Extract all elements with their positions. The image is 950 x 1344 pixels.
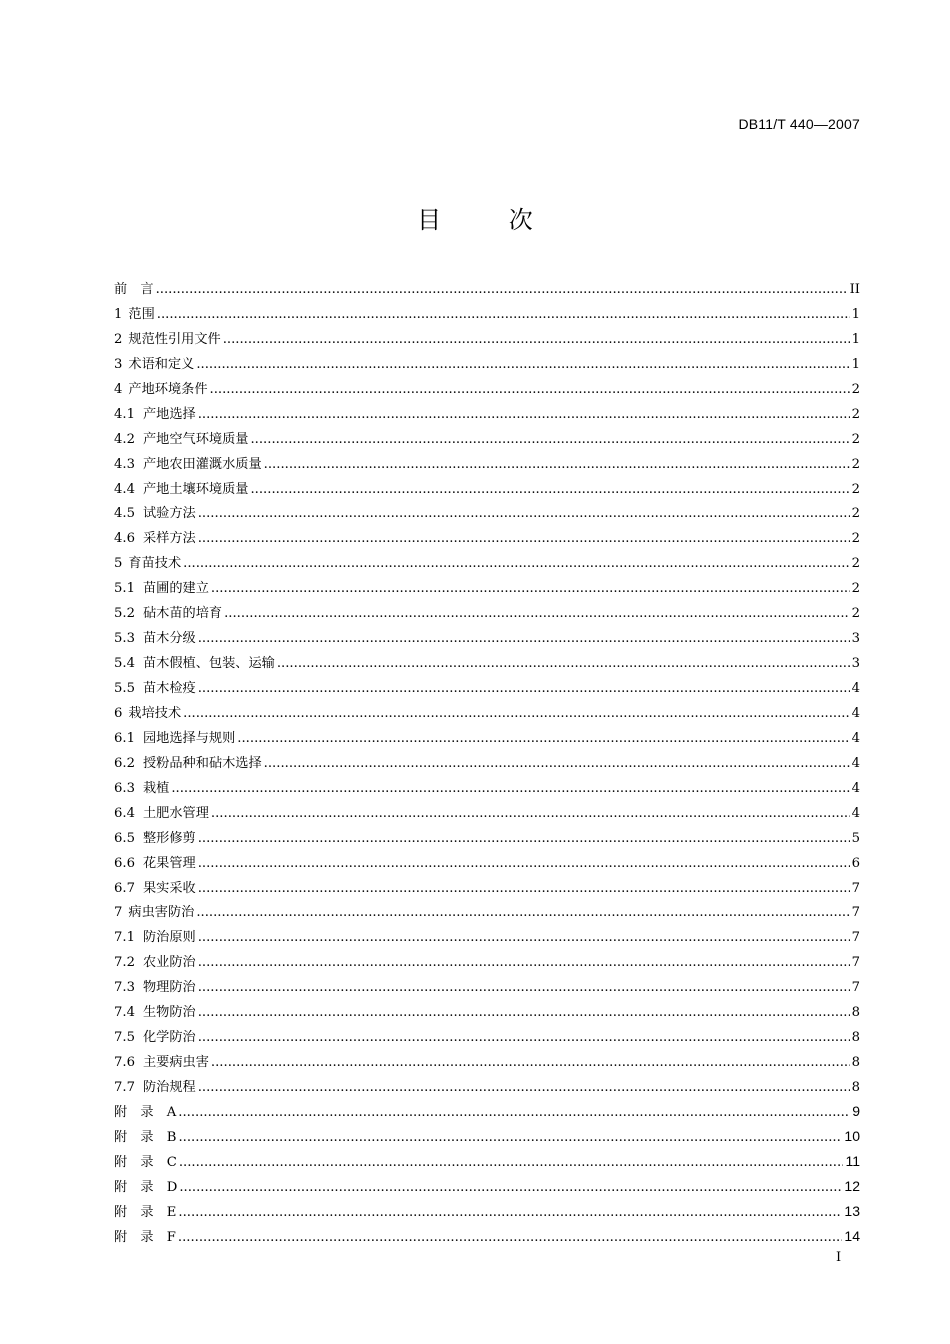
toc-entry-page: 2 (851, 406, 860, 422)
toc-entry-page: 3 (851, 631, 860, 647)
toc-entry-page: 7 (851, 880, 860, 896)
toc-entry-number: 6.2 (114, 755, 135, 771)
toc-entry-page: 8 (851, 1080, 860, 1095)
toc-dot-leader (179, 1155, 844, 1170)
toc-entry-page: 8 (851, 1055, 860, 1071)
toc-entry[interactable] (114, 1101, 860, 1126)
toc-entry-label (114, 1176, 179, 1195)
toc-entry-title: 苗木分级 (142, 631, 196, 647)
toc-entry-label (114, 1001, 198, 1020)
toc-entry-page: 4 (851, 780, 860, 796)
toc-dot-leader (178, 1130, 842, 1145)
toc-entry[interactable] (114, 1076, 860, 1101)
toc-entry[interactable] (114, 1026, 860, 1051)
toc-entry-page: 14 (844, 1227, 860, 1244)
toc-dot-leader (211, 1055, 850, 1070)
toc-entry[interactable] (114, 627, 860, 652)
toc-entry-number: 7.4 (114, 1005, 135, 1021)
toc-entry-title: 产地空气环境质量 (142, 431, 249, 447)
toc-entry-page: 1 (851, 356, 860, 372)
toc-entry[interactable] (114, 926, 860, 951)
toc-entry-number: 4 (114, 381, 123, 397)
toc-entry[interactable] (114, 901, 860, 926)
toc-entry-title: 规范性引用文件 (128, 331, 221, 347)
toc-entry[interactable] (114, 727, 860, 752)
toc-entry-page: 6 (851, 855, 860, 871)
toc-entry-label (114, 627, 198, 646)
toc-entry[interactable] (114, 827, 860, 852)
toc-entry-label (114, 702, 183, 721)
toc-entry[interactable] (114, 852, 860, 877)
toc-entry[interactable] (114, 1226, 860, 1251)
toc-dot-leader (178, 1230, 843, 1245)
toc-entry-label (114, 777, 171, 796)
toc-entry-label (114, 1126, 178, 1145)
toc-dot-leader (198, 955, 850, 970)
toc-entry-number: 7 (114, 905, 123, 921)
toc-dot-leader (237, 731, 849, 746)
toc-entry-number: 5.3 (114, 631, 135, 647)
toc-entry-page: II (849, 282, 860, 297)
table-of-contents (114, 278, 860, 1251)
toc-entry-title: 附 录 A (114, 1104, 177, 1120)
toc-entry-page: 7 (851, 930, 860, 946)
toc-entry[interactable] (114, 1051, 860, 1076)
toc-entry[interactable] (114, 453, 860, 478)
toc-entry-label (114, 827, 198, 846)
toc-entry-page: 9 (852, 1102, 860, 1119)
toc-dot-leader (224, 606, 850, 621)
toc-dot-leader (198, 1080, 850, 1095)
toc-entry[interactable] (114, 303, 860, 328)
toc-entry[interactable] (114, 752, 860, 777)
toc-entry-page: 4 (851, 730, 860, 746)
toc-entry-label (114, 527, 198, 546)
page-title: 目 次 (417, 206, 563, 234)
toc-entry-page: 7 (851, 955, 860, 971)
toc-entry-label (114, 303, 157, 322)
toc-entry-page: 4 (851, 755, 860, 771)
toc-dot-leader (198, 1005, 850, 1020)
toc-dot-leader (183, 556, 849, 571)
toc-entry[interactable] (114, 527, 860, 552)
toc-entry-title: 苗木假植、包装、运输 (142, 656, 275, 672)
toc-entry-title: 栽植 (142, 780, 170, 796)
toc-entry-label (114, 428, 250, 447)
toc-dot-leader (178, 1105, 850, 1120)
toc-entry-label (114, 677, 198, 696)
toc-entry[interactable] (114, 1201, 860, 1226)
toc-entry[interactable] (114, 328, 860, 353)
toc-dot-leader (250, 482, 849, 497)
toc-entry-label (114, 278, 156, 297)
toc-entry-label (114, 1051, 211, 1070)
toc-entry-title: 附 录 E (114, 1204, 177, 1220)
toc-entry-title: 育苗技术 (128, 556, 182, 572)
toc-entry-number: 4.4 (114, 481, 135, 497)
toc-entry-title: 试验方法 (142, 506, 196, 522)
toc-dot-leader (198, 930, 850, 945)
toc-entry-number: 5.5 (114, 681, 135, 696)
toc-dot-leader (198, 681, 850, 696)
toc-entry[interactable] (114, 777, 860, 802)
toc-dot-leader (198, 881, 850, 896)
toc-entry-label (114, 852, 198, 871)
toc-entry-number: 4.6 (114, 531, 135, 547)
toc-dot-leader (196, 905, 849, 920)
toc-entry[interactable] (114, 502, 860, 527)
toc-entry-page: 2 (851, 481, 860, 497)
toc-entry-page: 2 (851, 431, 860, 447)
toc-entry-label (114, 577, 211, 596)
toc-entry-label (114, 602, 224, 621)
toc-entry-page: 4 (851, 705, 860, 721)
toc-entry[interactable] (114, 1176, 860, 1201)
toc-entry[interactable] (114, 677, 860, 702)
toc-entry-label (114, 502, 198, 521)
toc-entry-title: 土肥水管理 (142, 805, 209, 821)
toc-entry-number: 7.5 (114, 1030, 135, 1046)
toc-entry-title: 主要病虫害 (142, 1055, 209, 1071)
toc-entry[interactable] (114, 877, 860, 902)
toc-entry-number: 6.1 (114, 730, 135, 746)
toc-entry-page: 7 (851, 905, 860, 921)
toc-entry-title: 采样方法 (142, 531, 196, 547)
toc-entry[interactable] (114, 1151, 860, 1176)
toc-entry-number: 4.5 (114, 506, 135, 522)
toc-entry-title: 附 录 B (114, 1129, 177, 1145)
page-number: I (836, 1250, 842, 1265)
toc-entry-number: 4.1 (114, 406, 135, 422)
toc-entry-number: 6.7 (114, 880, 135, 896)
toc-dot-leader (211, 581, 850, 596)
toc-entry-title: 附 录 F (114, 1229, 176, 1245)
toc-entry-title: 化学防治 (142, 1030, 196, 1046)
toc-entry-page: 11 (845, 1152, 860, 1169)
toc-entry-label (114, 802, 211, 821)
toc-entry-label (114, 951, 198, 970)
toc-entry-number: 6.5 (114, 830, 135, 846)
toc-entry-page: 8 (851, 1005, 860, 1021)
toc-entry-number: 5 (114, 556, 123, 572)
toc-dot-leader (210, 382, 850, 397)
toc-entry-label (114, 752, 264, 771)
toc-entry-page: 4 (851, 681, 860, 696)
toc-entry-page: 2 (851, 381, 860, 397)
toc-entry-title: 花果管理 (142, 855, 196, 871)
toc-entry-title: 农业防治 (142, 955, 196, 971)
toc-dot-leader (198, 631, 850, 646)
toc-dot-leader (198, 856, 850, 871)
toc-dot-leader (198, 831, 850, 846)
toc-dot-leader (198, 407, 850, 422)
toc-entry-title: 产地土壤环境质量 (142, 481, 249, 497)
toc-entry-label (114, 478, 250, 497)
toc-entry[interactable] (114, 976, 860, 1001)
toc-entry-number: 6.4 (114, 805, 135, 821)
toc-entry-label (114, 1101, 178, 1120)
toc-entry[interactable] (114, 378, 860, 403)
toc-entry-number: 7.3 (114, 980, 135, 996)
toc-dot-leader (198, 1030, 850, 1045)
toc-entry-label (114, 1026, 198, 1045)
toc-entry-label (114, 353, 196, 372)
toc-entry-label (114, 1226, 178, 1245)
toc-entry-number: 3 (114, 356, 123, 372)
toc-entry-page: 2 (851, 556, 860, 572)
toc-dot-leader (178, 1205, 842, 1220)
toc-entry-label (114, 1151, 179, 1170)
toc-entry-title: 苗圃的建立 (142, 581, 209, 597)
toc-entry-page: 8 (851, 1030, 860, 1046)
toc-entry-label (114, 552, 183, 571)
toc-entry-title: 防治规程 (142, 1080, 196, 1095)
toc-entry-number: 6.3 (114, 780, 135, 796)
toc-entry[interactable] (114, 278, 860, 303)
toc-entry[interactable] (114, 428, 860, 453)
toc-entry-number: 7.2 (114, 955, 135, 971)
toc-entry-number: 7.1 (114, 930, 135, 946)
toc-entry-page: 13 (844, 1202, 860, 1219)
toc-entry-title: 产地农田灌溉水质量 (142, 456, 262, 472)
toc-entry-label (114, 727, 237, 746)
toc-entry-page: 2 (851, 531, 860, 547)
toc-entry-title: 授粉品种和砧木选择 (142, 755, 262, 771)
toc-dot-leader (157, 307, 850, 322)
toc-dot-leader (198, 980, 850, 995)
toc-entry[interactable] (114, 802, 860, 827)
toc-dot-leader (198, 531, 850, 546)
document-code: DB11/T 440—2007 (738, 116, 860, 132)
toc-entry[interactable] (114, 702, 860, 727)
toc-entry[interactable] (114, 478, 860, 503)
toc-entry-title: 产地选择 (142, 406, 196, 422)
toc-entry-page: 12 (844, 1177, 860, 1194)
toc-entry-title: 园地选择与规则 (142, 730, 236, 746)
toc-entry-page: 4 (851, 805, 860, 821)
toc-entry-title: 术语和定义 (128, 356, 195, 372)
toc-dot-leader (156, 282, 848, 297)
toc-entry-title: 产地环境条件 (128, 381, 208, 397)
toc-dot-leader (196, 357, 849, 372)
toc-entry-number: 7.6 (114, 1055, 135, 1071)
toc-dot-leader (179, 1180, 842, 1195)
toc-entry-title: 整形修剪 (142, 830, 196, 846)
toc-entry[interactable] (114, 951, 860, 976)
toc-entry-title: 物理防治 (142, 980, 196, 996)
toc-entry-number: 5.1 (114, 581, 135, 597)
toc-entry-number: 5.2 (114, 606, 135, 622)
toc-dot-leader (198, 506, 850, 521)
toc-entry[interactable] (114, 1001, 860, 1026)
toc-dot-leader (277, 656, 850, 671)
toc-entry-page: 2 (851, 606, 860, 622)
toc-entry-label (114, 328, 223, 347)
toc-entry-number: 6 (114, 705, 123, 721)
toc-entry[interactable] (114, 602, 860, 627)
toc-entry-page: 1 (851, 331, 860, 347)
toc-entry-label (114, 453, 264, 472)
toc-entry-title: 附 录 C (114, 1154, 177, 1170)
toc-entry-title: 果实采收 (142, 880, 196, 896)
toc-entry-number: 1 (114, 306, 123, 322)
toc-entry-page: 3 (851, 656, 860, 672)
toc-entry-label (114, 926, 198, 945)
toc-entry-title: 栽培技术 (128, 705, 182, 721)
toc-dot-leader (223, 332, 850, 347)
toc-entry-label (114, 1201, 178, 1220)
toc-entry-page: 10 (844, 1127, 860, 1144)
toc-entry-title: 前 言 (114, 282, 154, 297)
toc-entry-number: 2 (114, 331, 123, 347)
toc-entry-page: 2 (851, 506, 860, 522)
toc-entry-number: 4.2 (114, 431, 135, 447)
toc-entry-page: 2 (851, 456, 860, 472)
toc-entry-title: 砧木苗的培育 (142, 606, 223, 622)
toc-entry-label (114, 652, 277, 671)
toc-entry[interactable] (114, 1126, 860, 1151)
toc-entry-title: 苗木检疫 (142, 681, 196, 696)
toc-dot-leader (183, 706, 849, 721)
toc-dot-leader (171, 781, 849, 796)
toc-entry-page: 5 (851, 830, 860, 846)
toc-dot-leader (264, 457, 850, 472)
toc-entry[interactable] (114, 552, 860, 577)
toc-entry-number: 7.7 (114, 1080, 135, 1095)
toc-entry-label (114, 901, 196, 920)
toc-entry-number: 6.6 (114, 855, 135, 871)
toc-entry-page: 2 (851, 581, 860, 597)
toc-entry-title: 附 录 D (114, 1179, 178, 1195)
toc-entry[interactable] (114, 577, 860, 602)
toc-dot-leader (264, 756, 850, 771)
toc-entry[interactable] (114, 403, 860, 428)
toc-entry-label (114, 1076, 198, 1095)
toc-entry-number: 5.4 (114, 656, 135, 672)
toc-entry-label (114, 403, 198, 422)
toc-entry-title: 防治原则 (142, 930, 196, 946)
toc-entry-page: 1 (851, 306, 860, 322)
toc-entry-title: 生物防治 (142, 1005, 196, 1021)
toc-entry-label (114, 976, 198, 995)
toc-entry[interactable] (114, 652, 860, 677)
toc-dot-leader (211, 806, 850, 821)
toc-entry-title: 范围 (128, 306, 155, 322)
toc-entry[interactable] (114, 353, 860, 378)
toc-entry-number: 4.3 (114, 456, 135, 472)
toc-entry-label (114, 378, 210, 397)
toc-entry-page: 7 (851, 980, 860, 996)
toc-dot-leader (250, 432, 849, 447)
toc-entry-label (114, 877, 198, 896)
toc-entry-title: 病虫害防治 (128, 905, 195, 921)
